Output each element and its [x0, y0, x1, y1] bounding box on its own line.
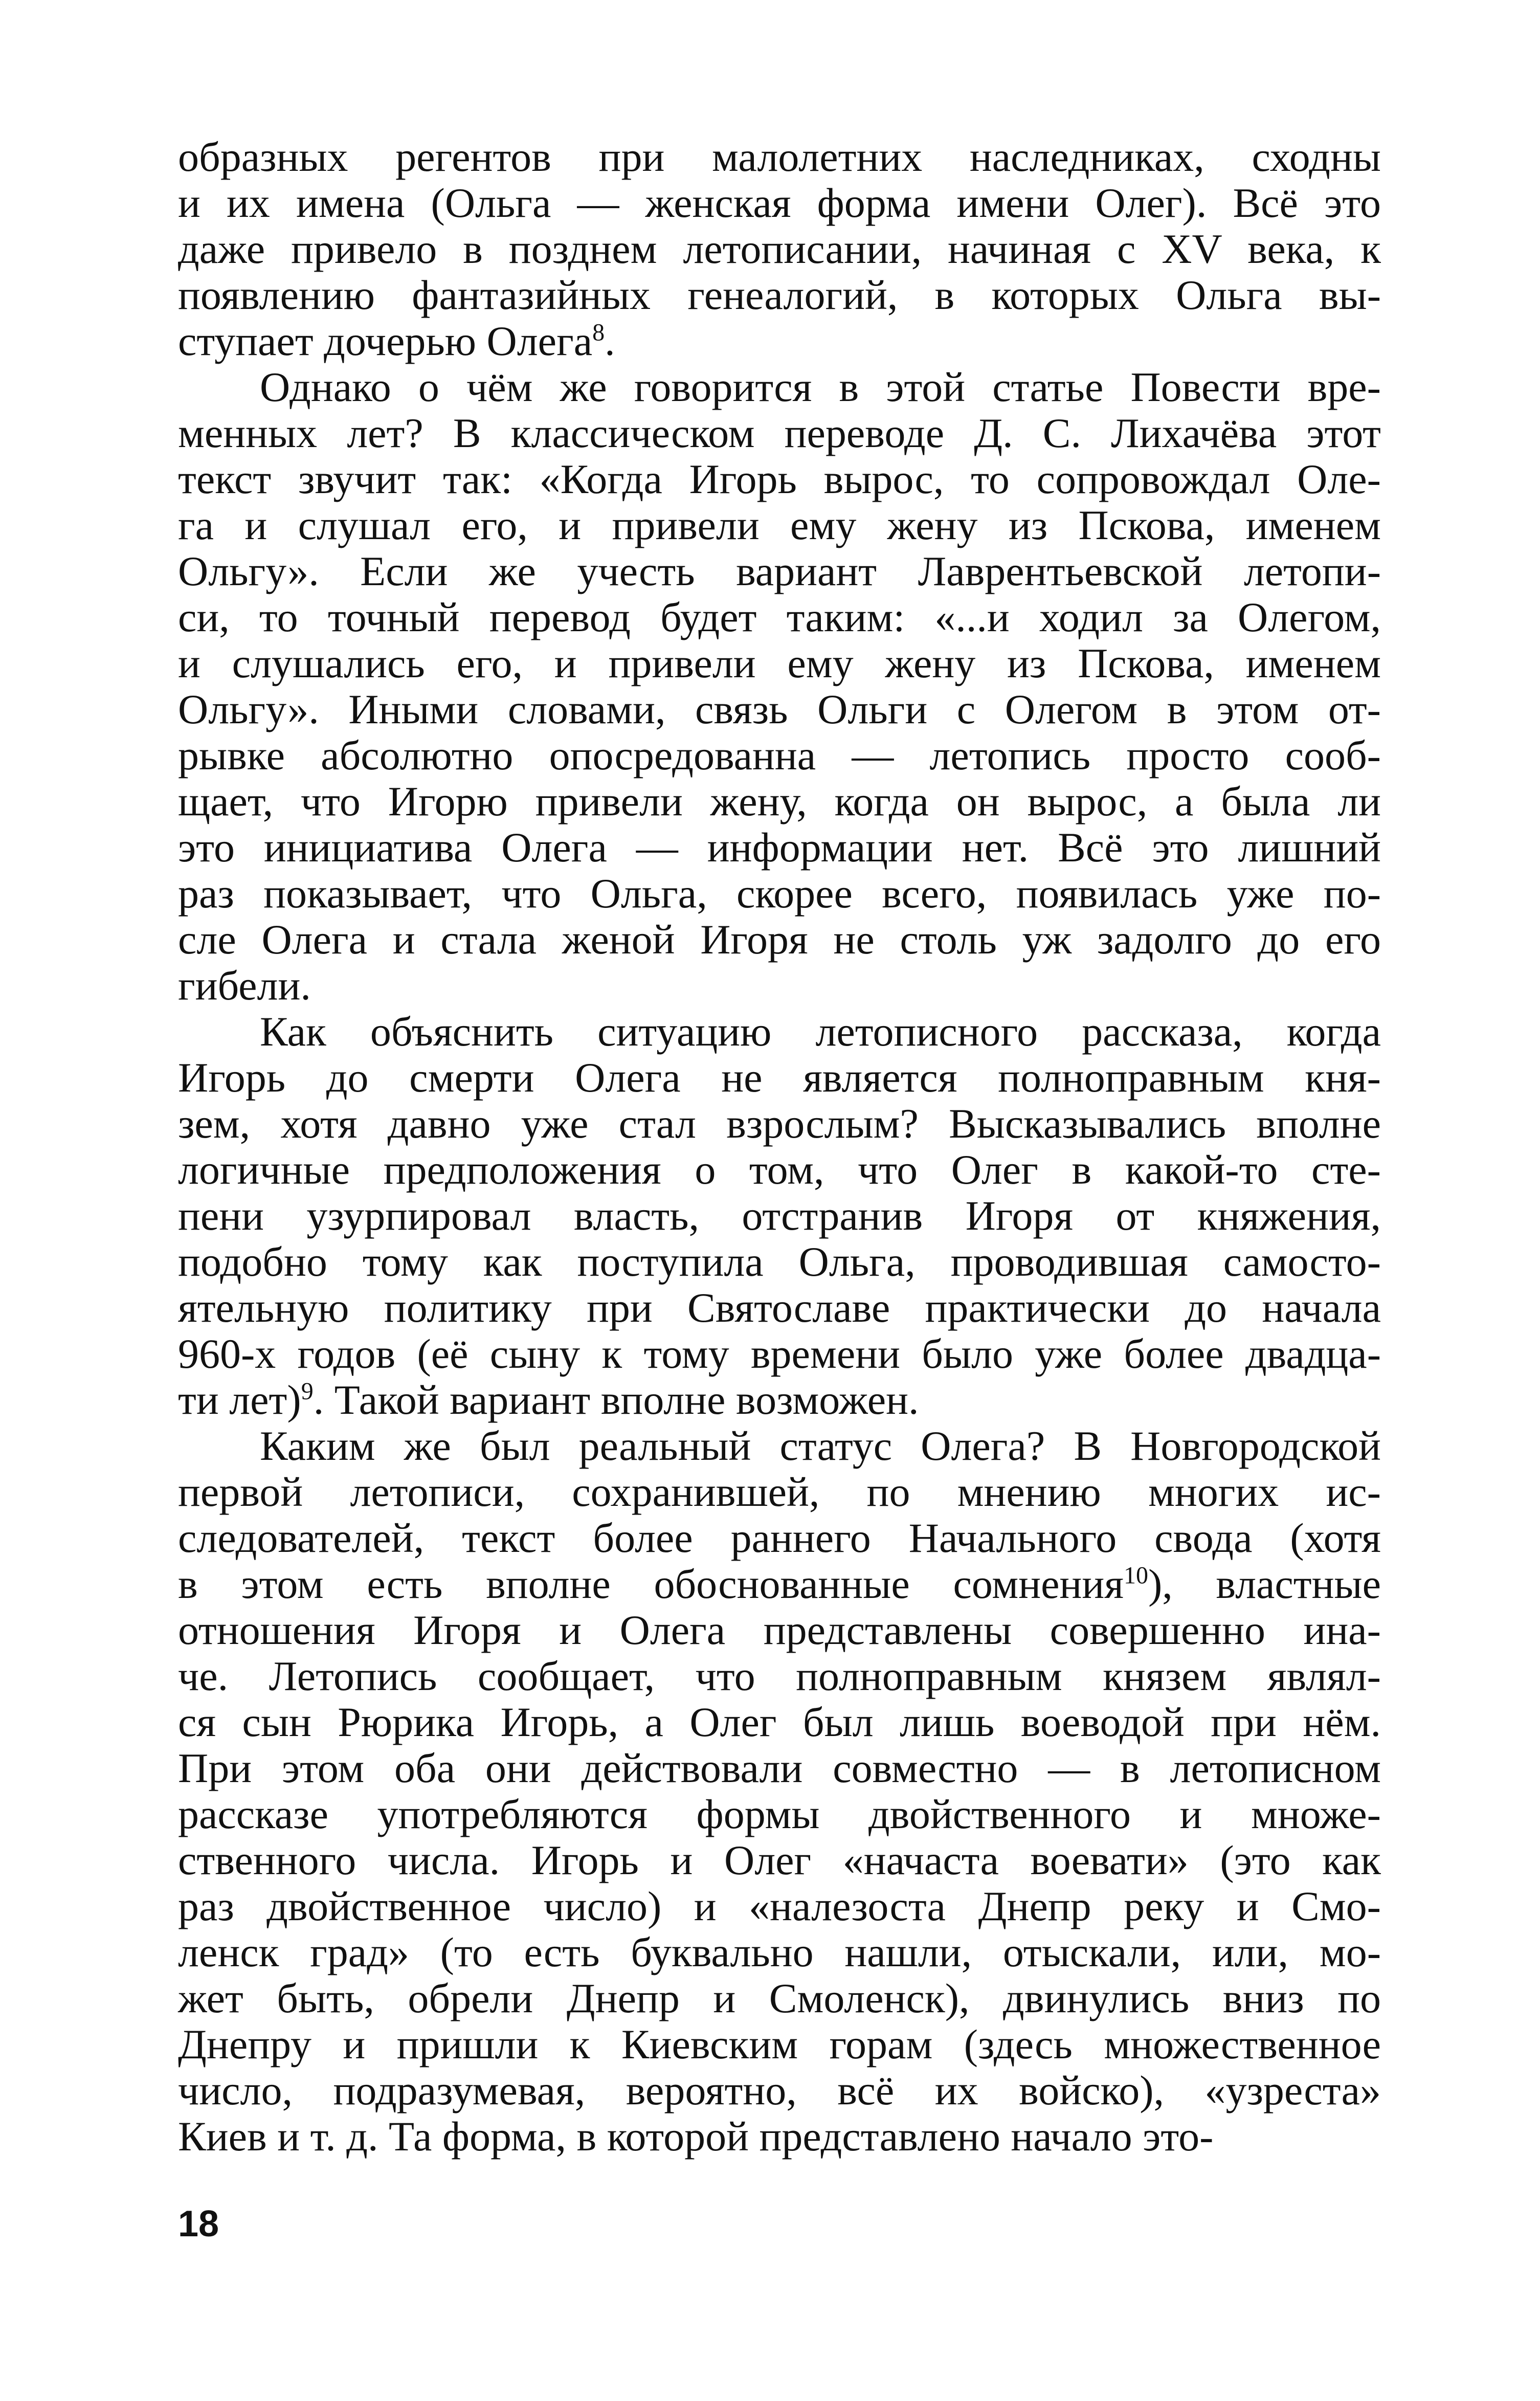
paragraph: [178, 134, 1381, 364]
text-line: [178, 640, 1381, 686]
page-number: 18: [178, 2204, 219, 2244]
text-line: [178, 732, 1381, 779]
text-line: [178, 318, 1381, 364]
text-line: [178, 180, 1381, 226]
text-line: [178, 1607, 1381, 1653]
text-run: менных лет? В классическом переводе Д. С. Лихачёва этот: [178, 410, 1381, 456]
text-line: [178, 1791, 1381, 1837]
text-run: Однако о чём же говорится в этой статье Повести вре-: [260, 364, 1381, 410]
text-run: раз показывает, что Ольга, скорее всего, появилась уже по-: [178, 870, 1381, 917]
text-line: [178, 1837, 1381, 1883]
text-line: [178, 963, 1381, 1009]
text-run: рывке абсолютно опосредованна — летопись просто сооб-: [178, 732, 1381, 779]
text-line: [178, 1331, 1381, 1377]
text-line: [178, 272, 1381, 318]
text-line: [178, 1101, 1381, 1147]
footnote-ref: 8: [592, 319, 605, 346]
text-run: первой летописи, сохранившей, по мнению многих ис-: [178, 1469, 1381, 1515]
text-line: [178, 917, 1381, 963]
paragraph: [178, 364, 1381, 1009]
text-run: гибели.: [178, 962, 311, 1009]
text-run: га и слушал его, и привели ему жену из Пскова, именем: [178, 502, 1381, 548]
text-run: ти лет): [178, 1376, 301, 1423]
text-line: [178, 364, 1381, 410]
text-run: число, подразумевая, вероятно, всё их войско), «узреста»: [178, 2067, 1381, 2114]
text-run: че. Летопись сообщает, что полноправным князем являл-: [178, 1653, 1381, 1699]
text-line: [178, 686, 1381, 732]
text-line: [178, 825, 1381, 871]
text-line: [178, 1653, 1381, 1699]
text-run: ятельную политику при Святославе практически до начала: [178, 1284, 1381, 1331]
text-run: сле Олега и стала женой Игоря не столь уж задолго до его: [178, 916, 1381, 963]
text-run: . Такой вариант вполне возможен.: [313, 1376, 919, 1423]
text-line: [178, 1009, 1381, 1055]
text-run: отношения Игоря и Олега представлены совершенно ина-: [178, 1607, 1381, 1653]
text-run: 960-х годов (её сыну к тому времени было уже более двадца-: [178, 1330, 1381, 1377]
text-run: ступает дочерью Олега: [178, 318, 593, 364]
text-run: Каким же был реальный статус Олега? В Новгородской: [260, 1422, 1381, 1469]
text-run: и слушались его, и привели ему жену из Пскова, именем: [178, 640, 1381, 686]
text-line: [178, 1377, 1381, 1423]
text-run: это инициатива Олега — информации нет. Всё это лишний: [178, 824, 1381, 871]
text-run: При этом оба они действовали совместно — в летописном: [178, 1745, 1381, 1791]
page-text: [178, 134, 1381, 2160]
text-run: образных регентов при малолетних наследниках, сходны: [178, 134, 1381, 180]
paragraph: [178, 1009, 1381, 1423]
text-line: [178, 456, 1381, 502]
text-run: щает, что Игорю привели жену, когда он вырос, а была ли: [178, 778, 1381, 825]
text-line: [178, 1193, 1381, 1239]
text-run: следователей, текст более раннего Начального свода (хотя: [178, 1515, 1381, 1561]
text-run: зем, хотя давно уже стал взрослым? Высказывались вполне: [178, 1100, 1381, 1147]
text-line: [178, 1055, 1381, 1101]
text-line: [178, 1239, 1381, 1285]
text-line: [178, 410, 1381, 456]
text-line: [178, 1883, 1381, 1929]
text-line: [178, 1975, 1381, 2021]
text-run: си, то точный перевод будет таким: «...и ходил за Олегом,: [178, 594, 1381, 640]
text-line: [178, 2021, 1381, 2067]
text-line: [178, 1147, 1381, 1193]
text-run: Киев и т. д. Та форма, в которой представлено начало это-: [178, 2113, 1214, 2160]
text-run: подобно тому как поступила Ольга, проводившая самосто-: [178, 1238, 1381, 1285]
text-run: жет быть, обрели Днепр и Смоленск), двинулись вниз по: [178, 1975, 1381, 2021]
paragraph: [178, 1423, 1381, 2160]
text-run: Как объяснить ситуацию летописного рассказа, когда: [260, 1008, 1381, 1055]
text-line: [178, 1285, 1381, 1331]
text-run: даже привело в позднем летописании, начиная с XV века, к: [178, 226, 1381, 272]
text-line: [178, 134, 1381, 180]
text-line: [178, 1469, 1381, 1515]
text-run: в этом есть вполне обоснованные сомнения: [178, 1561, 1124, 1607]
text-run: Ольгу». Иными словами, связь Ольги с Олегом в этом от-: [178, 686, 1381, 732]
text-line: [178, 2114, 1381, 2160]
text-run: логичные предположения о том, что Олег в какой-то сте-: [178, 1146, 1381, 1193]
text-line: [178, 779, 1381, 825]
text-run: ся сын Рюрика Игорь, а Олег был лишь воеводой при нём.: [178, 1699, 1381, 1745]
text-line: [178, 1561, 1381, 1607]
text-line: [178, 2067, 1381, 2114]
text-run: и их имена (Ольга — женская форма имени Олег). Всё это: [178, 180, 1381, 226]
text-line: [178, 1423, 1381, 1469]
text-run: Днепру и пришли к Киевским горам (здесь множественное: [178, 2021, 1381, 2067]
text-run: рассказе употребляются формы двойственного и множе-: [178, 1791, 1381, 1837]
text-run: появлению фантазийных генеалогий, в которых Ольга вы-: [178, 272, 1381, 318]
text-run: ), властные: [1148, 1561, 1381, 1607]
text-line: [178, 1929, 1381, 1975]
text-line: [178, 548, 1381, 594]
text-run: текст звучит так: «Когда Игорь вырос, то сопровождал Оле-: [178, 456, 1381, 502]
text-line: [178, 594, 1381, 640]
text-run: Ольгу». Если же учесть вариант Лаврентьевской летопи-: [178, 548, 1381, 594]
text-run: раз двойственное число) и «налезоста Днепр реку и Смо-: [178, 1883, 1381, 1929]
text-line: [178, 502, 1381, 548]
text-run: ленск град» (то есть буквально нашли, отыскали, или, мо-: [178, 1929, 1381, 1975]
text-run: .: [605, 318, 615, 364]
text-run: пени узурпировал власть, отстранив Игоря от княжения,: [178, 1192, 1381, 1239]
text-run: ственного числа. Игорь и Олег «начаста воевати» (это как: [178, 1837, 1381, 1883]
footnote-ref: 9: [301, 1377, 314, 1405]
text-line: [178, 226, 1381, 272]
text-line: [178, 871, 1381, 917]
text-line: [178, 1699, 1381, 1745]
text-run: Игорь до смерти Олега не является полноправным кня-: [178, 1054, 1381, 1101]
text-line: [178, 1515, 1381, 1561]
footnote-ref: 10: [1123, 1562, 1148, 1589]
text-line: [178, 1745, 1381, 1791]
